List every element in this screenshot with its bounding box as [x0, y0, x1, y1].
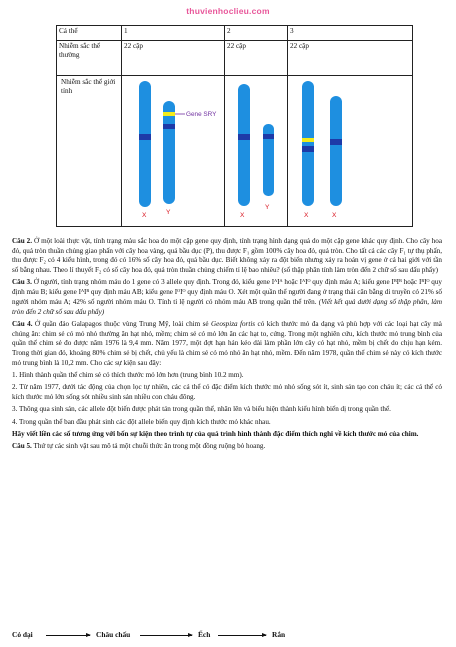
individual-2-chromosome-figure	[225, 76, 283, 224]
q3-text: Ở người, tính trạng nhóm máu do 1 gene có 3 allele quy định. Trong đó, kiểu gene IᴬIᴬ hoặc IᴬIᴼ quy định máu A; kiểu gene IᴮIᴮ hoặc IᴮIᴼ quy định máu B; kiểu gene IᴬIᴮ quy định máu AB; kiểu gene IᴼIᴼ quy định máu O. Xét một quần thể người đang ở trạng thái cân bằng di truyền có 21% số người nhóm máu A; 42% số người nhóm máu O. Tính tỉ lệ người có nhóm máu AB trong quần thể trên.	[12, 278, 442, 306]
individual-1-autosomes: 22 cặp	[122, 41, 225, 76]
q4-instruction: Hãy viết liền các số tương ứng với bốn sự kiện theo trình tự của quá trình hình thành đặc điểm thích nghi về kích thước mỏ của chim.	[12, 430, 419, 439]
centromere-x-2	[330, 139, 342, 145]
individual-1-sex-chromosomes	[122, 76, 225, 227]
q3-label: Câu 3.	[12, 278, 32, 287]
individual-2-sex-chromosomes	[225, 76, 288, 227]
chromosome-x	[302, 81, 314, 206]
x-label: X	[240, 212, 245, 219]
food-chain-organism-2: Châu chấu	[96, 630, 131, 639]
food-chain-organism-1: Cỏ dại	[12, 630, 33, 639]
centromere-x	[139, 134, 151, 140]
chromosome-table	[56, 25, 413, 227]
q4-event-4: 4. Trong quần thể ban đầu phát sinh các đột allele biến quy định kích thước mỏ khác nhau.	[12, 417, 271, 426]
header-individual-2: 2	[225, 26, 288, 41]
chromosome-x-2	[330, 96, 342, 206]
question-4	[12, 320, 442, 369]
x-label-2: X	[332, 212, 337, 219]
q4-text-b: có kích thước mỏ đa dạng và phù hợp với các loại hạt cây mà chúng ăn: chim sẻ có mỏ nhỏ thường ăn hạt nhỏ, mềm; chim sẻ có mỏ lớn ăn các hạt to, cứng. Trong một nghiên cứu, kích thước mỏ trung bình của quần thể chim sẻ đo được năm 1976 là 9,4 mm. Năm 1977, một đợt hạn hán kéo dài làm phần lớn cây có hạt nhỏ, mềm bị chết do chịu hạn kém. Trong thời gian đó, khoảng 80% chim sẻ bị chết, chủ yếu là chim sẻ có mỏ nhỏ ăn hạt nhỏ, mềm. Đến năm 1978, quần thể chim sẻ này có kích thước mỏ trung bình là 10,2 mm. Cho các sự kiện sau đây:	[12, 319, 442, 367]
sry-gene-band	[163, 112, 175, 116]
y-label: Y	[166, 209, 171, 216]
chromosome-x	[139, 81, 151, 207]
sry-gene-label: Gene SRY	[186, 111, 217, 118]
x-label: X	[304, 212, 309, 219]
q4-label: Câu 4.	[12, 319, 33, 328]
chromosome-x	[238, 84, 250, 206]
individual-3-sex-chromosomes	[288, 76, 413, 227]
food-chain-arrow-3	[218, 635, 266, 636]
question-2	[12, 237, 442, 276]
y-label: Y	[265, 204, 270, 211]
x-label: X	[142, 212, 147, 219]
food-chain-arrow-1	[46, 635, 90, 636]
questions-body	[12, 237, 442, 455]
row-autosome-label: Nhiễm sắc thể thường	[57, 41, 122, 76]
q3-note: (Viết kết quả dưới dạng số thập phân, làm tròn đến 2 chữ số sau dấu phẩy)	[12, 297, 442, 316]
sex-chromosome-label-text: Nhiễm sắc thể giới tính	[61, 78, 116, 95]
q4-event-2: 2. Từ năm 1977, dưới tác động của chọn lọc tự nhiên, các cá thể có đặc điểm kích thước mỏ nhỏ sống sót ít, sinh sản tạo con cháu ít; các cá thể có kích thước mỏ lớn sống sót nhiều sinh sản nhiều con cháu đông.	[12, 383, 442, 402]
individual-3-autosomes: 22 cặp	[288, 41, 413, 76]
q2-label: Câu 2.	[12, 237, 33, 245]
chromosome-y	[163, 101, 175, 204]
centromere-x	[302, 146, 314, 152]
q4-event-3: 3. Thông qua sinh sản, các allele đột biến được phát tán trong quần thể, nhân lên và biểu hiện thành kiểu hình biến dị trong quần thể.	[12, 405, 391, 414]
food-chain-organism-3: Ếch	[198, 630, 211, 639]
q5-text: Thứ tự các sinh vật sau mô tả một chuỗi thức ăn trong một đồng ruộng bỏ hoang.	[33, 442, 266, 451]
q2-text: Ở một loài thực vật, tính trạng màu sắc hoa do một cặp gene quy định, tính trạng hình dạng quả do một cặp gene khác quy định. Cho cây hoa đỏ, quả tròn thuần chủng giao phấn với cây hoa vàng, quả bầu dục (P), thu được F₁ gồm 100% cây hoa đỏ, quả tròn. Cho tất cả các cây F₁ tự thụ phấn, thu được F₂ có 4 kiểu hình, trong đó có 16% số cây hoa đỏ, quả bầu dục. Biết không xảy ra đột biến nhưng xảy ra hoán vị gene ở cả hai giới với tần số bằng nhau. Theo lí thuyết F₂ có số cây hoa đỏ, quả tròn thuần chủng chiếm tỉ lệ bao nhiêu? (số thập phân tính làm tròn đến 2 chữ số sau dấu phẩy)	[12, 237, 442, 275]
food-chain	[12, 630, 442, 642]
q4-text-a: Ở quần đảo Galapagos thuộc vùng Trung Mỹ, loài chim sẻ	[34, 319, 209, 328]
individual-1-chromosome-figure	[122, 76, 220, 224]
q5-label: Câu 5.	[12, 442, 32, 451]
sry-gene-band	[302, 138, 314, 142]
watermark: thuvienhoclieu.com	[186, 6, 270, 16]
header-label: Cá thể	[57, 26, 122, 41]
question-3	[12, 278, 442, 317]
centromere-y	[163, 124, 175, 129]
row-sex-chromosome-label	[57, 76, 122, 227]
header-individual-1: 1	[122, 26, 225, 41]
centromere-x	[238, 134, 250, 140]
individual-3-chromosome-figure	[288, 76, 408, 224]
q4-species: Geospiza fortis	[211, 319, 256, 328]
header-individual-3: 3	[288, 26, 413, 41]
q4-event-1: 1. Hình thành quần thể chim sẻ có thích thước mỏ lớn hơn (trung bình 10.2 mm).	[12, 371, 244, 380]
individual-2-autosomes: 22 cặp	[225, 41, 288, 76]
food-chain-organism-4: Rắn	[272, 630, 286, 639]
question-5	[12, 442, 442, 452]
centromere-y	[263, 134, 274, 139]
food-chain-arrow-2	[140, 635, 192, 636]
